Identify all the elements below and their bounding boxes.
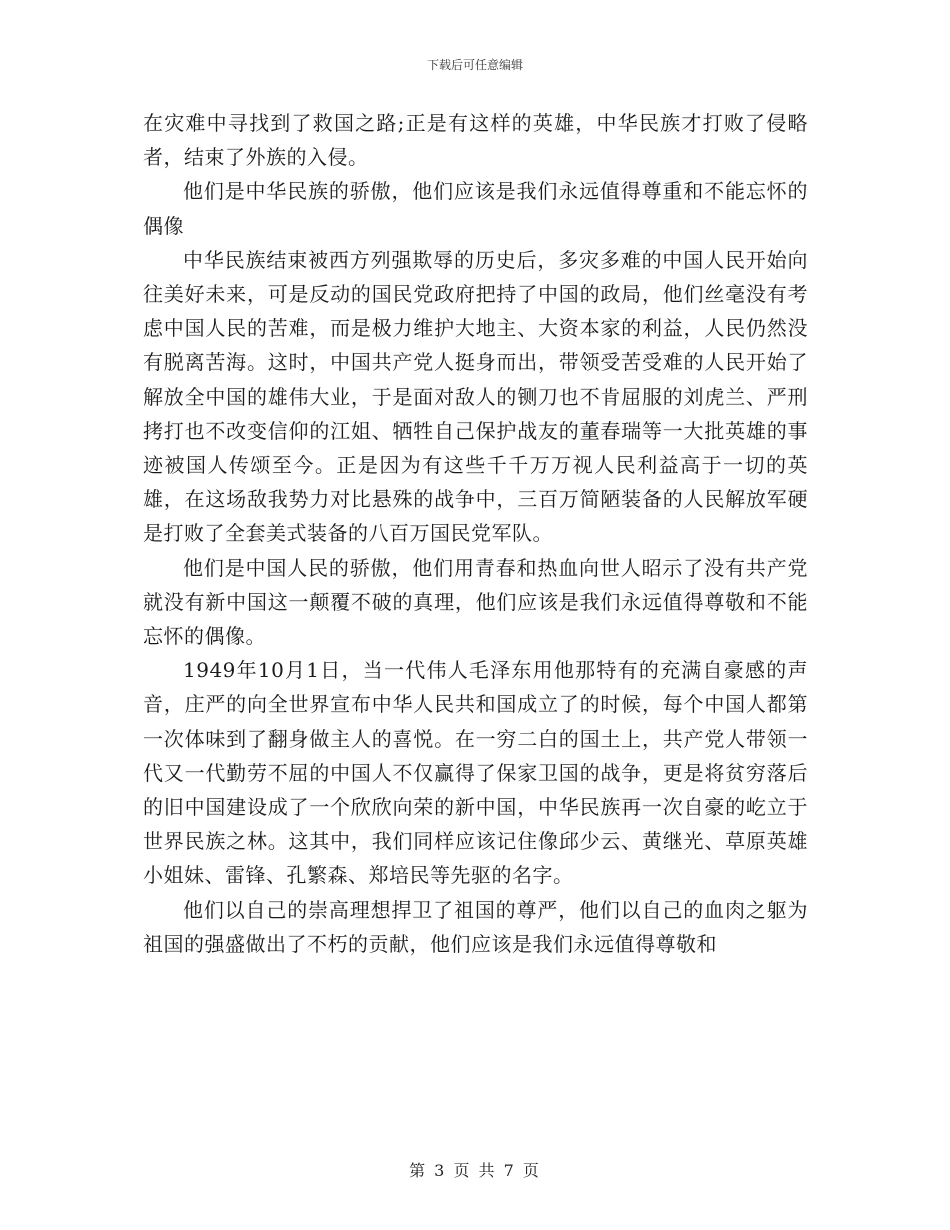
paragraph: 1949年10月1日，当一代伟人毛泽东用他那特有的充满自豪感的声音，庄严的向全世界宣布中华人民共和国成立了的时候，每个中国人都第一次体味到了翻身做主人的喜悦。在一穷二白的国土上，共产党人带领一代又一代勤劳不屈的中国人不仅赢得了保家卫国的战争，更是将贫穷落后的旧中国建设成了一个欣欣向荣的新中国，中华民族再一次自豪的屹立于世界民族之林。这其中，我们同样应该记住像邱少云、黄继光、草原英雄小姐妹、雷锋、孔繁森、郑培民等先驱的名字。 <box>143 658 808 888</box>
page-footer: 第 3 页 共 7 页 <box>409 1161 541 1180</box>
document-body <box>143 106 808 961</box>
page-header: 下载后可任意编辑 <box>426 58 523 72</box>
paragraph: 他们是中国人民的骄傲，他们用青春和热血向世人昭示了没有共产党就没有新中国这一颠覆不破的真理，他们应该是我们永远值得尊敬和不能忘怀的偶像。 <box>143 555 808 649</box>
paragraph: 在灾难中寻找到了救国之路;正是有这样的英雄，中华民族才打败了侵略者，结束了外族的入侵。 <box>143 111 808 170</box>
paragraph: 他们是中华民族的骄傲，他们应该是我们永远值得尊重和不能忘怀的偶像 <box>143 179 808 238</box>
paragraph: 他们以自己的崇高理想捍卫了祖国的尊严，他们以自己的血肉之躯为祖国的强盛做出了不朽的贡献，他们应该是我们永远值得尊敬和 <box>143 897 808 956</box>
paragraph: 中华民族结束被西方列强欺辱的历史后，多灾多难的中国人民开始向往美好未来，可是反动的国民党政府把持了中国的政局，他们丝毫没有考虑中国人民的苦难，而是极力维护大地主、大资本家的利益，人民仍然没有脱离苦海。这时，中国共产党人挺身而出，带领受苦受难的人民开始了解放全中国的雄伟大业，于是面对敌人的铡刀也不肯屈服的刘虎兰、严刑拷打也不改变信仰的江姐、牺牲自己保护战友的董春瑞等一大批英雄的事迹被国人传颂至今。正是因为有这些千千万万视人民利益高于一切的英雄，在这场敌我势力对比悬殊的战争中，三百万简陋装备的人民解放军硬是打败了全套美式装备的八百万国民党军队。 <box>143 247 808 546</box>
